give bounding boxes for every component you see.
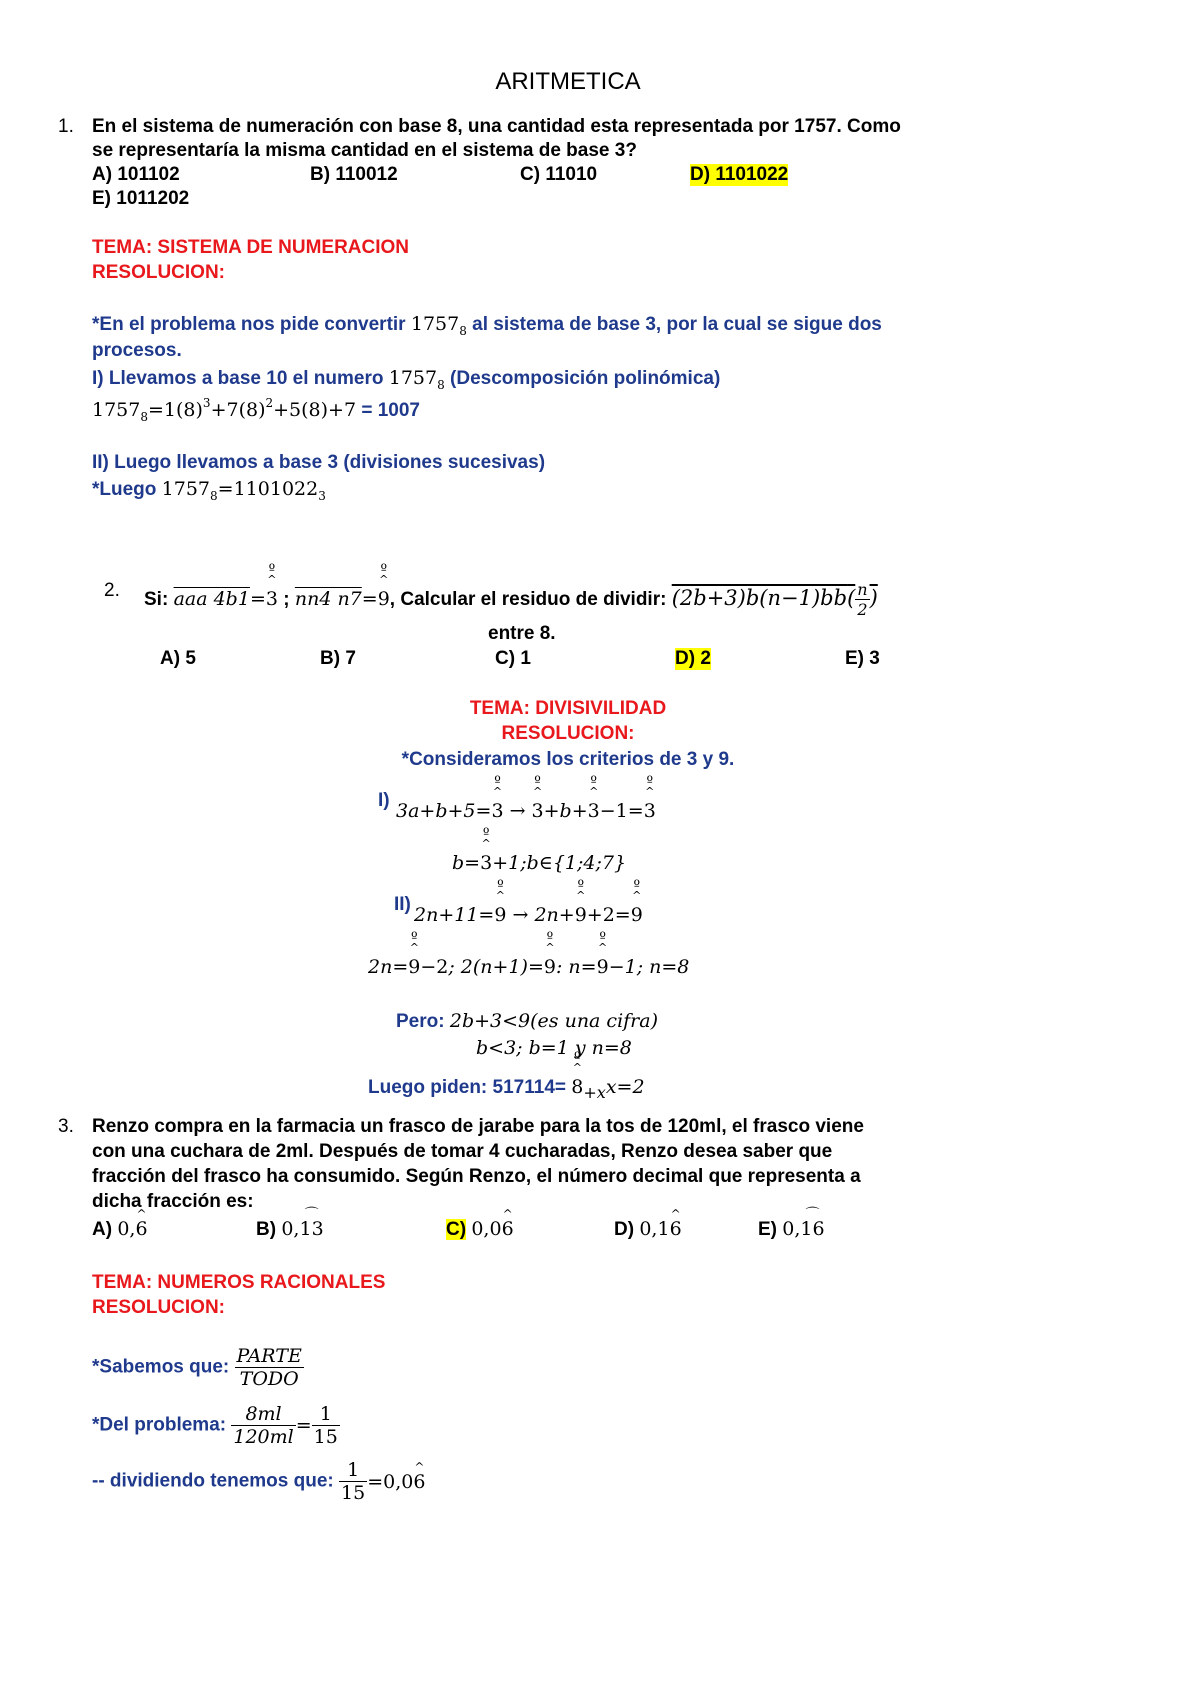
resolution-heading: RESOLUCION: xyxy=(501,723,635,744)
question-number: 2. xyxy=(104,580,120,601)
division-result: -- dividiendo tenemos que: $\frac{1}{15}$ =0,0^ 6 xyxy=(92,1459,425,1504)
option-b: B) 0,⌒ 13 xyxy=(256,1218,324,1241)
option-c: C) 11010 xyxy=(520,164,598,185)
question-text: En el sistema de numeración con base 8, una cantidad esta representada por 1757. Como xyxy=(92,116,901,137)
topic-heading: TEMA: NUMEROS RACIONALES xyxy=(92,1272,386,1293)
question-text: se representaría la misma cantidad en el sistema de base 3? xyxy=(92,140,637,161)
topic-heading: TEMA: SISTEMA DE NUMERACION xyxy=(92,237,410,258)
criteria-text: *Consideramos los criterios de 3 y 9. xyxy=(401,749,735,770)
label-i: I) xyxy=(378,790,390,811)
problem-fraction: *Del problema: $\frac{8ml}{120ml}$ = $\frac{1}{15}$ xyxy=(92,1403,338,1448)
option-a: A) 5 xyxy=(160,648,196,669)
question-text: con una cuchara de 2ml. Después de tomar 4 cucharadas, Renzo desea saber que xyxy=(92,1141,833,1162)
formula-parte-todo: *Sabemos que: $\frac{\text{PARTE}}{\text{TODO}}$ xyxy=(92,1345,302,1390)
condition: Pero: 2b+3<9(es una cifra) xyxy=(396,1010,659,1032)
question-text: dicha fracción es: xyxy=(92,1191,254,1212)
option-e: E) 3 xyxy=(845,648,880,669)
equation-ii-result: 2n=º 9 ^−2; 2(n+1)=º 9 ^: n=º 9 ^−1; n=8 xyxy=(368,956,689,978)
option-c: C) 1 xyxy=(495,648,531,669)
equation-i-result: b=º 3 ^+1;b∈{1;4;7} xyxy=(452,852,626,874)
option-b: B) 110012 xyxy=(310,164,398,185)
question-text: entre 8. xyxy=(488,623,556,644)
question-text: Renzo compra en la farmacia un frasco de jarabe para la tos de 120ml, el frasco viene xyxy=(92,1116,864,1137)
option-c-answer: C) 0,0^ 6 xyxy=(446,1218,514,1241)
option-e: E) 1011202 xyxy=(92,188,190,209)
question-text: fracción del frasco ha consumido. Según Renzo, el número decimal que representa a xyxy=(92,1166,861,1187)
question-number: 3. xyxy=(58,1116,74,1137)
resolution-text: procesos. xyxy=(92,340,182,361)
option-d: D) 0,1^ 6 xyxy=(614,1218,682,1241)
question-number: 1. xyxy=(58,116,74,137)
step-result: *Luego $1757_8=1101022_3$ xyxy=(92,478,326,503)
condition-result: b<3; b=1 y n=8 xyxy=(476,1037,632,1059)
option-d-answer: D) 2 xyxy=(675,648,711,669)
option-d-answer: D) 1101022 xyxy=(690,164,789,185)
label-ii: II) xyxy=(394,894,411,915)
resolution-text: *En el problema nos pide convertir $1757_8$ al sistema de base 3, por la cual se sigue dos xyxy=(92,313,882,338)
option-a: A) 0,^ 6 xyxy=(92,1218,148,1241)
option-e: E) 0,⌒ 16 xyxy=(758,1218,825,1241)
step-two: II) Luego llevamos a base 3 (divisiones sucesivas) xyxy=(92,452,546,473)
page-title: ARITMETICA xyxy=(495,68,641,95)
topic-heading: TEMA: DIVISIVILIDAD xyxy=(469,698,667,719)
resolution-heading: RESOLUCION: xyxy=(92,1297,225,1318)
equation-ii: 2n+11=º 9 ^ → 2n+º 9 ^+2=º 9 ^ xyxy=(414,904,643,926)
equation-i: 3a+b+5=º 3 ^ → º 3 ^+b+º 3 ^−1=º 3 ^ xyxy=(396,800,656,822)
option-b: B) 7 xyxy=(320,648,356,669)
resolution-heading: RESOLUCION: xyxy=(92,262,225,283)
final-answer: Luego piden: 517114= º 8 $\^{}_{+x}x=2$ xyxy=(368,1076,645,1102)
option-a: A) 101102 xyxy=(92,164,180,185)
polynomial-expansion: $1757_8=1(8)^3+7(8)^2+5(8)+7 = 1007$ xyxy=(92,396,420,424)
step-one: I) Llevamos a base 10 el numero $1757_8$ (Descomposición polinómica) xyxy=(92,367,721,392)
question-text: Si: aaa 4b1=º 3 ^ ; nn4 n7=º 9 ^, Calcular el residuo de dividir: (2b+3)b(n−1)bb( $\frac{n}{2}$ ) xyxy=(144,580,878,619)
